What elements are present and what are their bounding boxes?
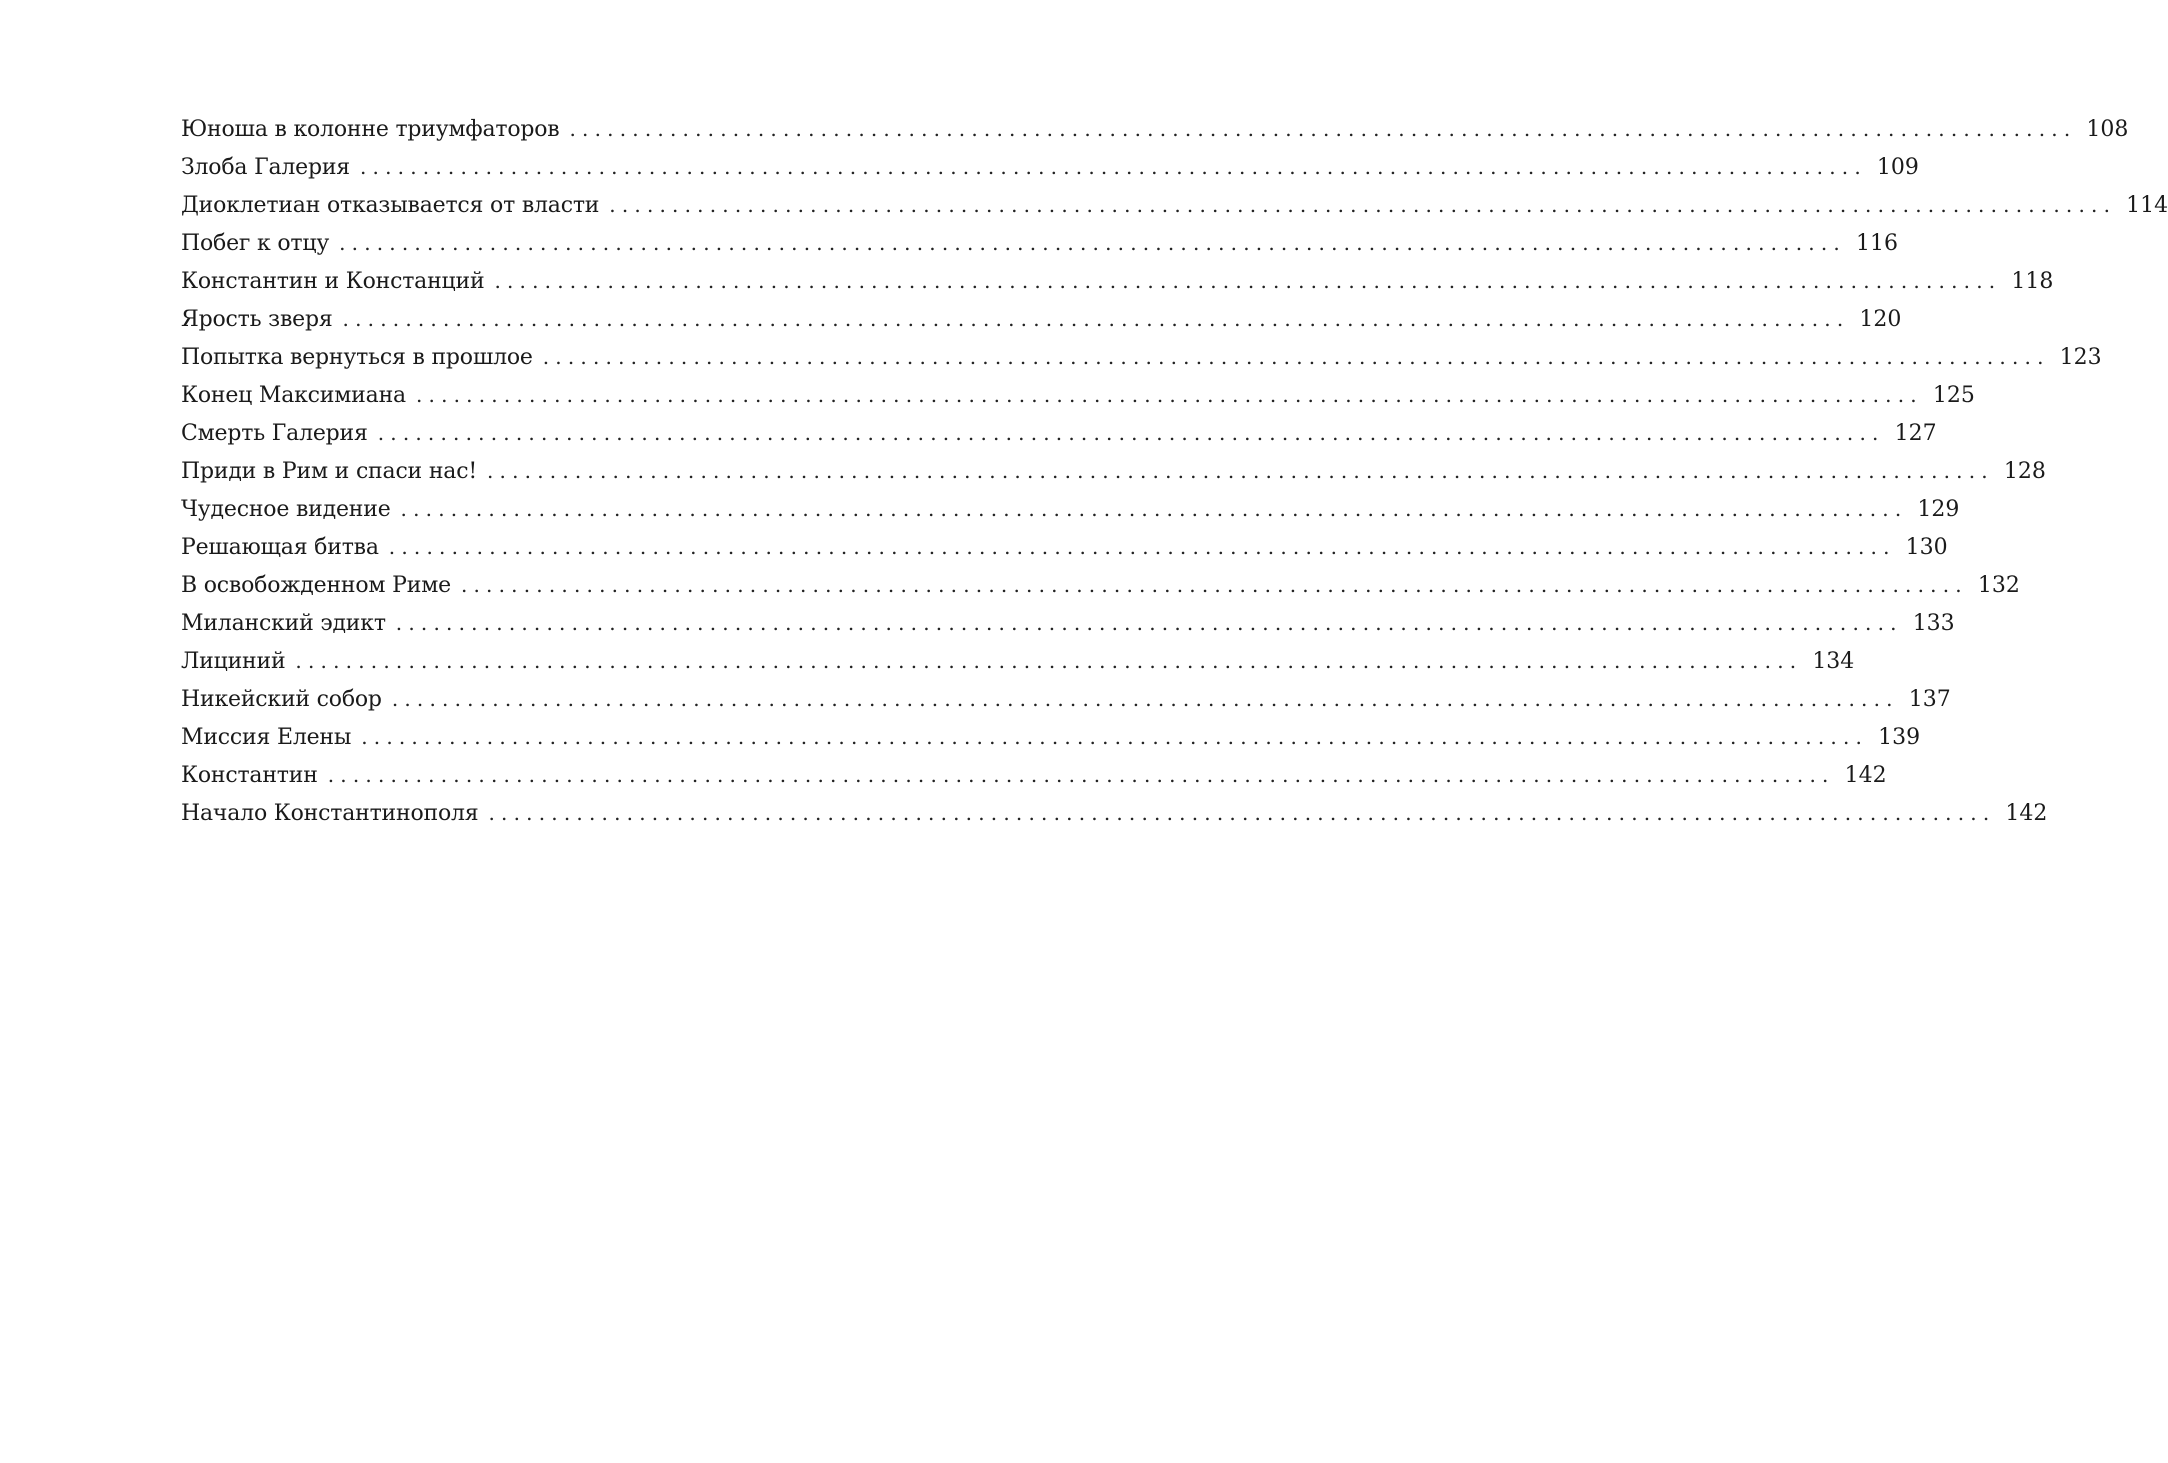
toc-entry <box>181 414 1937 452</box>
dot-leader: ........................................................................................................................ <box>388 535 1896 559</box>
dot-leader: ........................................................................................................................ <box>395 611 1903 635</box>
toc-entry-page-number: 142 <box>1844 763 1887 788</box>
toc-entry <box>181 224 1898 262</box>
dot-leader: ........................................................................................................................ <box>361 725 1869 749</box>
dot-leader: ........................................................................................................................ <box>569 117 2077 141</box>
toc-entry <box>181 262 2054 300</box>
toc-entry <box>181 604 1955 642</box>
toc-entry-title: Константин <box>181 763 318 788</box>
toc-entry-title: Константин и Констанций <box>181 269 485 294</box>
toc-entry <box>181 642 1855 680</box>
toc-entry-page-number: 129 <box>1917 497 1960 522</box>
dot-leader: ........................................................................................................................ <box>360 155 1867 179</box>
toc-entry-page-number: 128 <box>2003 459 2046 484</box>
toc-entry-page-number: 133 <box>1912 611 1955 636</box>
toc-entry <box>181 376 1975 414</box>
toc-entry <box>181 110 2129 148</box>
toc-entry-title: Лициний <box>181 649 286 674</box>
toc-entry-title: Юноша в колонне триумфаторов <box>181 117 560 142</box>
toc-entry-title: Начало Константинополя <box>181 801 479 826</box>
table-of-contents <box>181 110 2168 832</box>
toc-entry-page-number: 114 <box>2126 193 2168 218</box>
toc-entry <box>181 794 2048 832</box>
dot-leader: ........................................................................................................................ <box>488 801 1996 825</box>
toc-entry-page-number: 108 <box>2086 117 2129 142</box>
toc-entry-title: Никейский собор <box>181 687 382 712</box>
toc-entry-title: В освобожденном Риме <box>181 573 451 598</box>
toc-entry-page-number: 139 <box>1878 725 1921 750</box>
dot-leader: ........................................................................................................................ <box>400 497 1908 521</box>
toc-entry-page-number: 142 <box>2005 801 2048 826</box>
toc-entry-page-number: 109 <box>1876 155 1919 180</box>
toc-entry-page-number: 116 <box>1855 231 1898 256</box>
toc-entry <box>181 680 1951 718</box>
toc-entry <box>181 756 1887 794</box>
dot-leader: ........................................................................................................................ <box>415 383 1923 407</box>
toc-entry <box>181 300 1902 338</box>
toc-entry-title: Злоба Галерия <box>181 155 350 180</box>
dot-leader: ........................................................................................................................ <box>391 687 1899 711</box>
toc-entry-page-number: 137 <box>1908 687 1951 712</box>
toc-entry-page-number: 130 <box>1905 535 1948 560</box>
toc-entry <box>181 452 2046 490</box>
toc-entry-page-number: 123 <box>2059 345 2102 370</box>
toc-entry-page-number: 118 <box>2011 269 2054 294</box>
toc-entry <box>181 338 2102 376</box>
toc-entry-page-number: 120 <box>1859 307 1902 332</box>
toc-entry-title: Приди в Рим и спаси нас! <box>181 459 477 484</box>
dot-leader: ........................................................................................................................ <box>460 573 1968 597</box>
toc-entry-page-number: 127 <box>1894 421 1937 446</box>
toc-entry-title: Конец Максимиана <box>181 383 406 408</box>
dot-leader: ........................................................................................................................ <box>327 763 1835 787</box>
toc-entry-title: Попытка вернуться в прошлое <box>181 345 533 370</box>
toc-entry-title: Миссия Елены <box>181 725 352 750</box>
dot-leader: ........................................................................................................................ <box>339 231 1846 255</box>
toc-entry-page-number: 134 <box>1812 649 1855 674</box>
toc-entry-title: Ярость зверя <box>181 307 333 332</box>
toc-entry-page-number: 125 <box>1932 383 1975 408</box>
dot-leader: ........................................................................................................................ <box>342 307 1850 331</box>
toc-entry-page-number: 132 <box>1977 573 2020 598</box>
dot-leader: ........................................................................................................................ <box>609 193 2117 217</box>
toc-entry <box>181 186 2168 224</box>
dot-leader: ........................................................................................................................ <box>377 421 1885 445</box>
toc-entry-title: Диоклетиан отказывается от власти <box>181 193 600 218</box>
dot-leader: ........................................................................................................................ <box>542 345 2050 369</box>
dot-leader: ........................................................................................................................ <box>494 269 2002 293</box>
dot-leader: ........................................................................................................................ <box>295 649 1803 673</box>
toc-entry <box>181 718 1921 756</box>
toc-entry-title: Побег к отцу <box>181 231 330 256</box>
dot-leader: ........................................................................................................................ <box>486 459 1994 483</box>
toc-entry-title: Миланский эдикт <box>181 611 386 636</box>
toc-entry <box>181 148 1919 186</box>
toc-entry <box>181 528 1948 566</box>
toc-entry <box>181 566 2020 604</box>
toc-entry <box>181 490 1960 528</box>
toc-entry-title: Смерть Галерия <box>181 421 368 446</box>
toc-entry-title: Чудесное видение <box>181 497 391 522</box>
toc-entry-title: Решающая битва <box>181 535 379 560</box>
